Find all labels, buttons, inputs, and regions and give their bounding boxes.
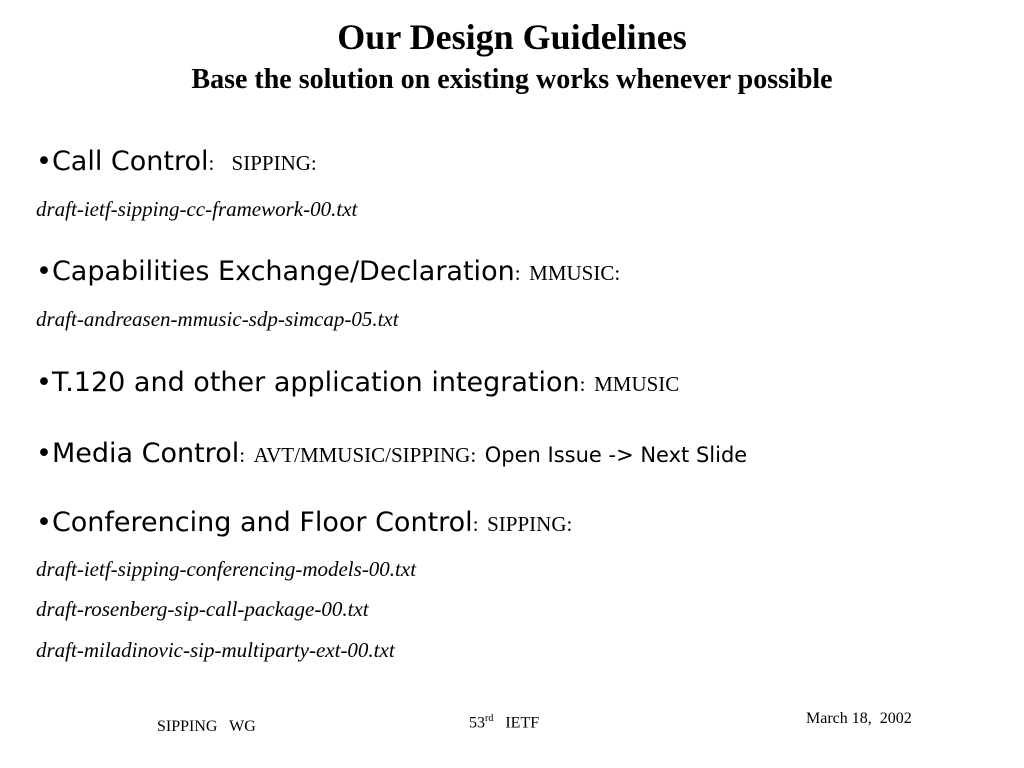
bullet-capabilities-exchange (36, 255, 620, 290)
draft-line: draft-andreasen-mmusic-sdp-simcap-05.txt (36, 307, 399, 331)
meeting-ordinal: rd (485, 713, 494, 724)
working-group: AVT/MMUSIC/SIPPING: (253, 443, 477, 467)
bullet-separator: : (472, 512, 479, 536)
slide-title: Our Design Guidelines (337, 17, 687, 57)
draft-line: draft-miladinovic-sip-multiparty-ext-00.txt (36, 638, 395, 662)
footer-working-group: SIPPING WG (157, 718, 256, 735)
bullet-marker: • (36, 507, 52, 538)
bullet-t120-integration (36, 366, 679, 401)
working-group: MMUSIC: (529, 261, 621, 285)
slide-subtitle: Base the solution on existing works whenever possible (191, 64, 833, 95)
draft-line: draft-ietf-sipping-conferencing-models-00.txt (36, 557, 417, 581)
draft-line: draft-ietf-sipping-cc-framework-00.txt (36, 197, 358, 221)
draft-line: draft-rosenberg-sip-call-package-00.txt (36, 597, 369, 621)
bullet-separator: : (514, 261, 521, 285)
bullet-heading: Media Control (51, 438, 240, 469)
bullet-separator: : (239, 443, 246, 467)
meeting-label: IETF (505, 714, 540, 732)
bullet-marker: • (36, 146, 52, 177)
bullet-media-control (36, 437, 747, 472)
bullet-marker: • (36, 438, 52, 469)
bullet-heading: Conferencing and Floor Control (51, 507, 473, 538)
bullet-separator: : (208, 151, 215, 175)
working-group: SIPPING: (231, 151, 317, 175)
bullet-separator: : (579, 372, 586, 396)
bullet-marker: • (36, 367, 52, 398)
bullet-heading: Call Control (51, 146, 209, 177)
bullet-marker: • (36, 256, 52, 287)
bullet-heading: T.120 and other application integration (51, 367, 580, 398)
bullet-call-control (36, 145, 317, 180)
footer-meeting (469, 709, 539, 733)
working-group: MMUSIC (594, 372, 680, 396)
bullet-heading: Capabilities Exchange/Declaration (51, 256, 515, 287)
bullet-conferencing-floor-control (36, 506, 572, 541)
open-issue-note: Open Issue -> Next Slide (484, 443, 748, 467)
footer-date: March 18, 2002 (806, 710, 912, 727)
meeting-number: 53 (469, 714, 485, 732)
working-group: SIPPING: (487, 512, 573, 536)
